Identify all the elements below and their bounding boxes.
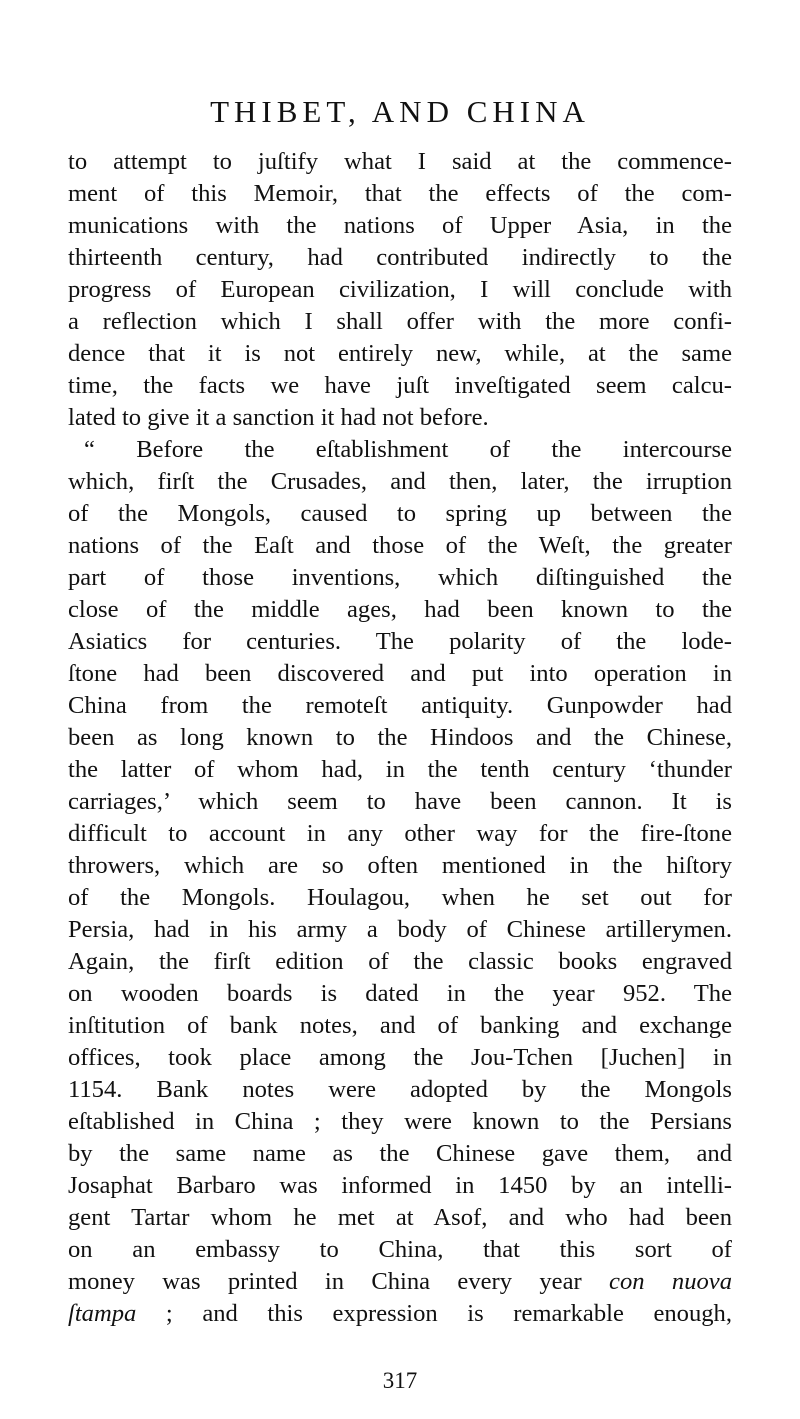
- text-line: to attempt to juſtify what I said at the commence-: [68, 148, 732, 175]
- text-line: of the Mongols. Houlagou, when he set out for: [68, 884, 732, 911]
- text-line: nations of the Eaſt and those of the Weſt, the greater: [68, 532, 732, 559]
- text-line: eſtablished in China ; they were known to the Persians: [68, 1108, 732, 1135]
- text-line: gent Tartar whom he met at Asof, and who had been: [68, 1204, 732, 1231]
- text-line: Asiatics for centuries. The polarity of the lode-: [68, 628, 732, 655]
- text-line: “ Before the eſtablishment of the intercourse: [84, 436, 732, 463]
- text-line: a reflection which I shall offer with the more confi-: [68, 308, 732, 335]
- text-line: difficult to account in any other way for the fire-ſtone: [68, 820, 732, 847]
- text-span: money was printed in China every year: [68, 1268, 610, 1295]
- text-line: Josaphat Barbaro was informed in 1450 by an intelli-: [68, 1172, 732, 1199]
- text-line: [68, 1298, 732, 1330]
- page-number: 317: [382, 1368, 418, 1393]
- text-line: carriages,’ which seem to have been cannon. It is: [68, 788, 732, 815]
- text-line: offices, took place among the Jou-Tchen [Juchen] in: [68, 1044, 732, 1071]
- text-line: close of the middle ages, had been known to the: [68, 596, 732, 623]
- text-line: ſtone had been discovered and put into operation in: [68, 660, 732, 687]
- text-line: [68, 1266, 732, 1298]
- text-line: Persia, had in his army a body of Chinese artillerymen.: [68, 916, 732, 943]
- text-line: which, firſt the Crusades, and then, later, the irruption: [68, 468, 732, 495]
- body-text: [68, 146, 732, 1330]
- text-line: the latter of whom had, in the tenth century ‘thunder: [68, 756, 732, 783]
- text-line: Again, the firſt edition of the classic books engraved: [68, 948, 732, 975]
- text-line: lated to give it a sanction it had not before.: [68, 404, 489, 431]
- text-line: been as long known to the Hindoos and the Chinese,: [68, 724, 732, 751]
- text-line: inſtitution of bank notes, and of banking and exchange: [68, 1012, 732, 1039]
- italic-phrase: con nuova: [609, 1268, 732, 1295]
- text-line: 1154. Bank notes were adopted by the Mongols: [68, 1076, 732, 1103]
- text-line: ment of this Memoir, that the effects of the com-: [68, 180, 732, 207]
- text-line: munications with the nations of Upper Asia, in the: [68, 212, 732, 239]
- text-line: of the Mongols, caused to spring up between the: [68, 500, 732, 527]
- running-head: THIBET, AND CHINA: [210, 94, 590, 129]
- text-line: on an embassy to China, that this sort of: [68, 1236, 732, 1263]
- text-line: dence that it is not entirely new, while, at the same: [68, 340, 732, 367]
- text-line: thirteenth century, had contributed indirectly to the: [68, 244, 732, 271]
- text-line: time, the facts we have juſt inveſtigated seem calcu-: [68, 372, 732, 399]
- italic-phrase: ſtampa: [68, 1300, 137, 1327]
- text-line: progress of European civilization, I will conclude with: [68, 276, 732, 303]
- text-line: part of those inventions, which diſtinguished the: [68, 564, 732, 591]
- text-line: throwers, which are so often mentioned in the hiſtory: [68, 852, 732, 879]
- text-line: by the same name as the Chinese gave them, and: [68, 1140, 732, 1167]
- text-line: on wooden boards is dated in the year 952. The: [68, 980, 732, 1007]
- text-line: China from the remoteſt antiquity. Gunpowder had: [68, 692, 732, 719]
- text-span: ; and this expression is remarkable enough,: [136, 1300, 732, 1327]
